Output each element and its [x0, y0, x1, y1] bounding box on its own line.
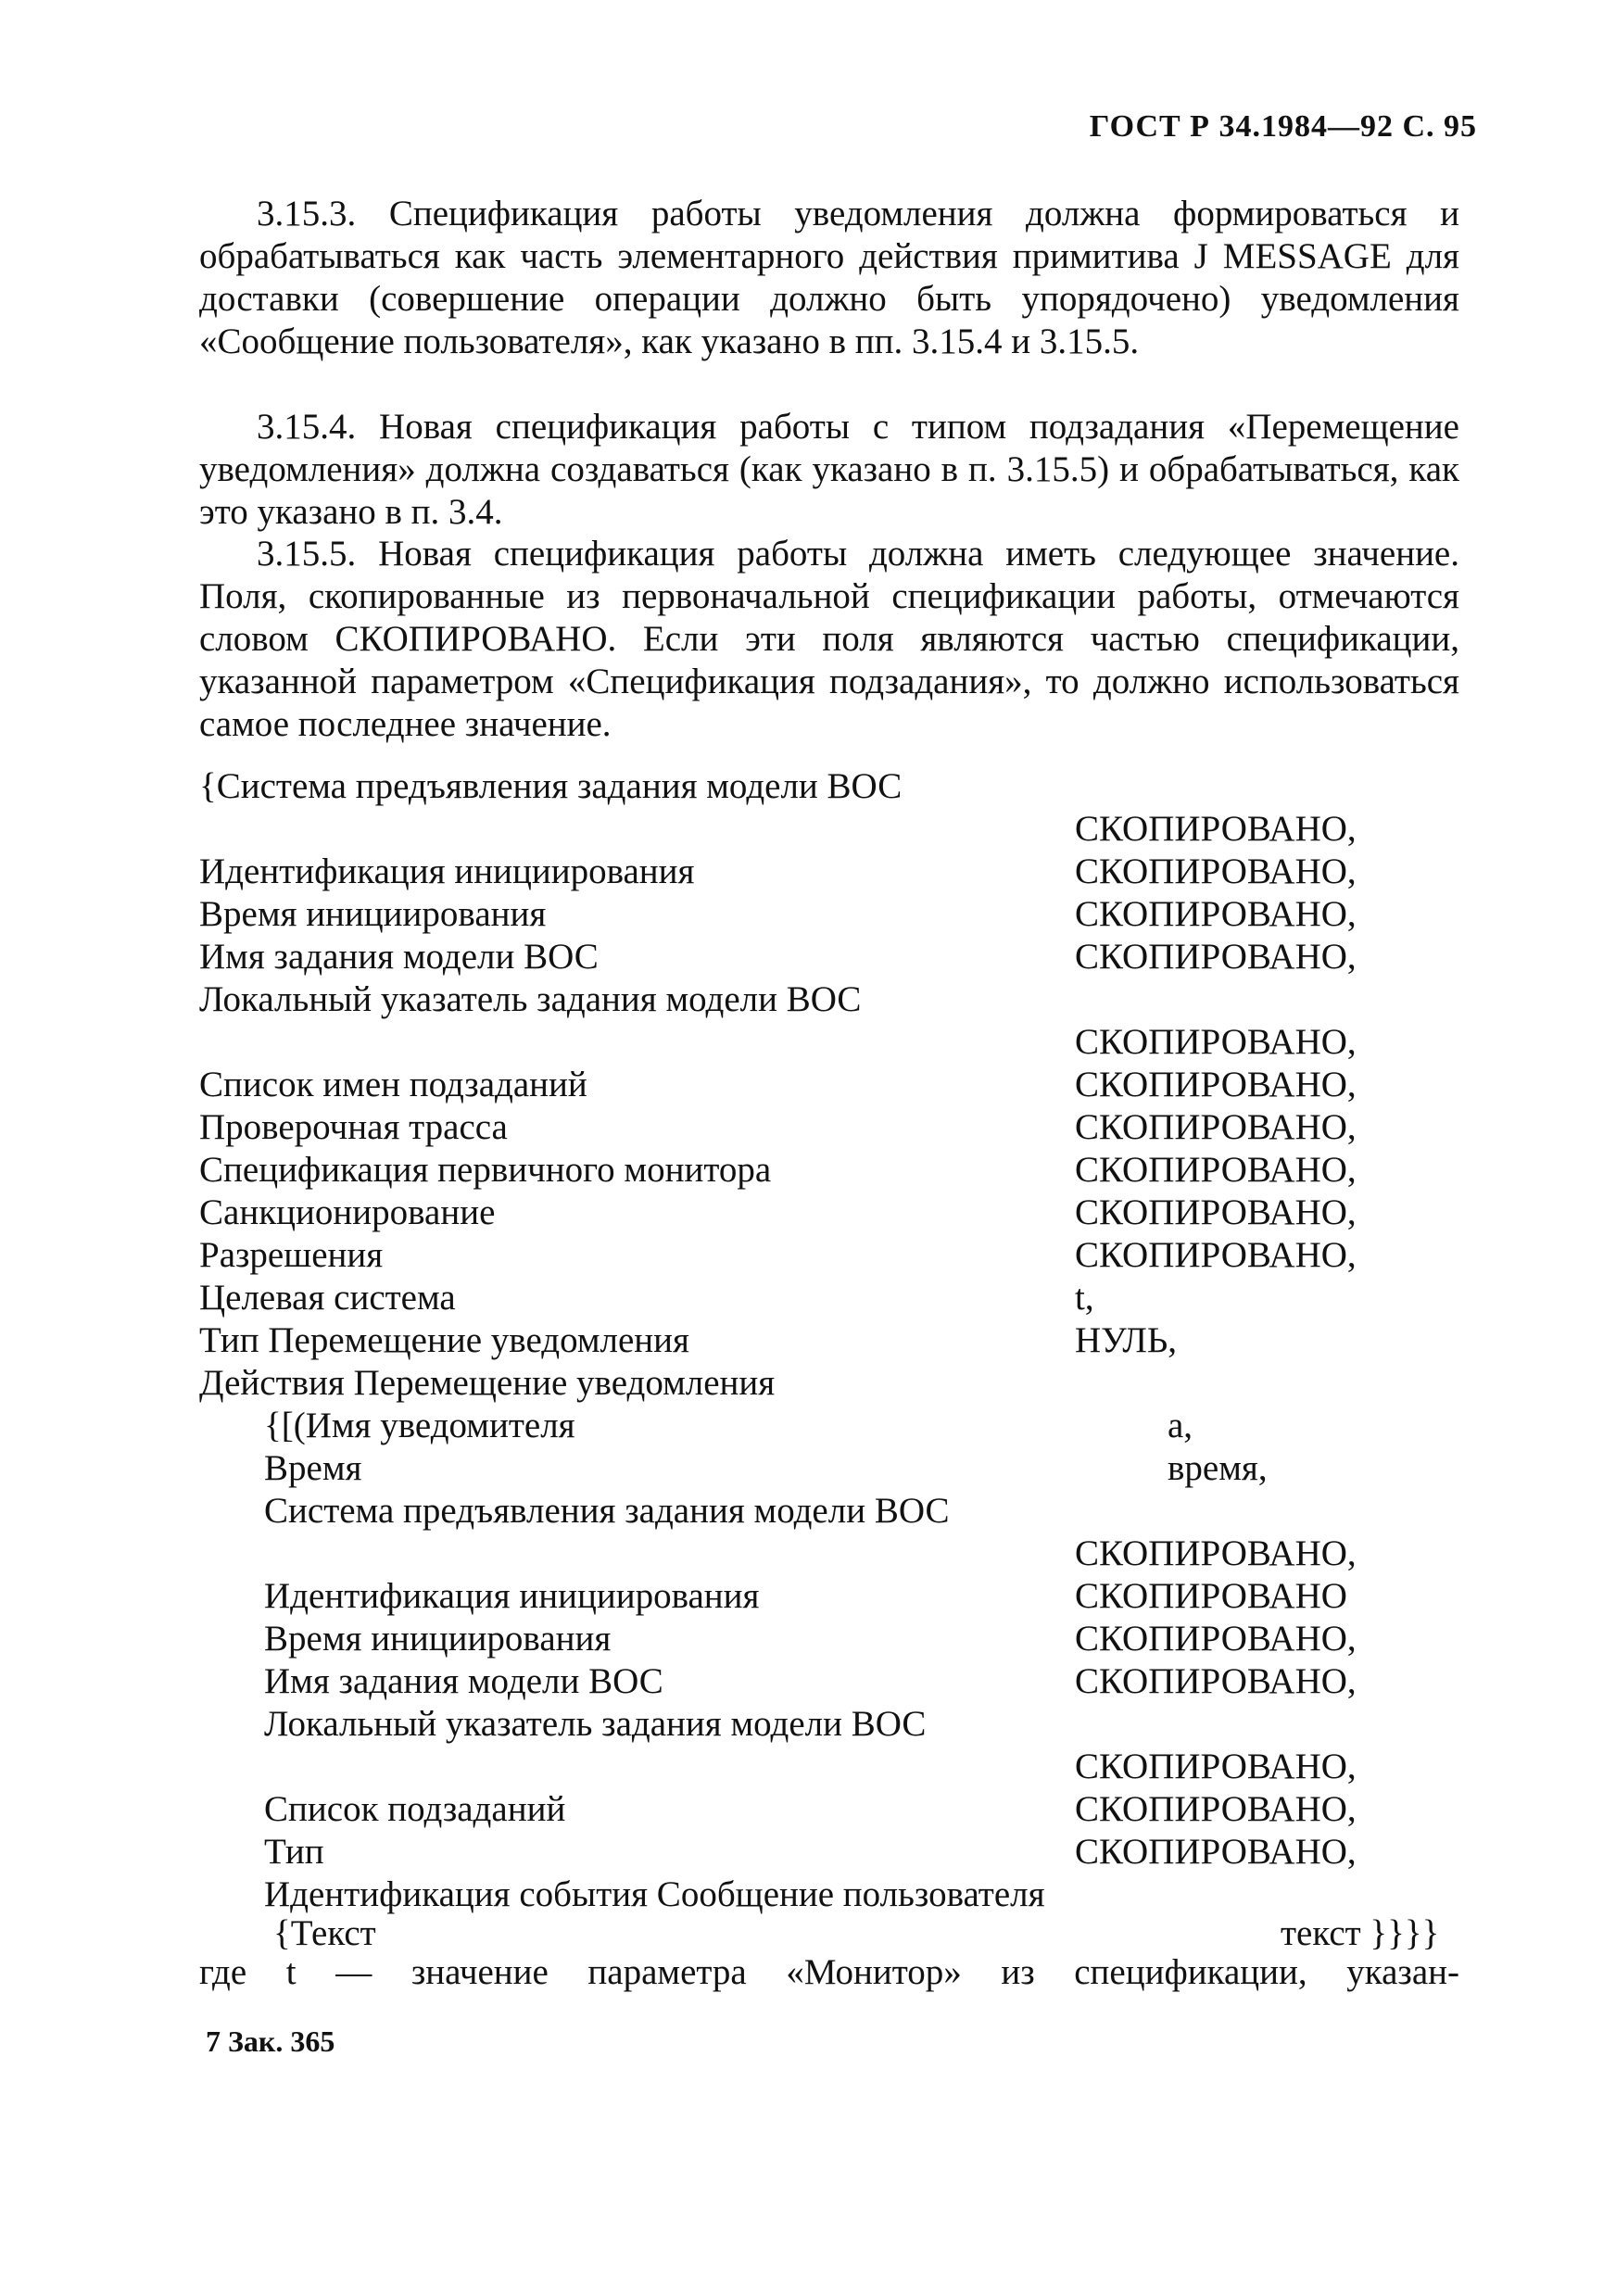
spec-value: t, — [1075, 1278, 1094, 1318]
spec-label: Проверочная трасса — [199, 1107, 508, 1147]
spec-value: СКОПИРОВАНО, — [1075, 1832, 1357, 1872]
spec-label: Имя задания модели ВОС — [199, 937, 599, 977]
paragraph-3-15-4: 3.15.4. Новая спецификация работы с типом подзадания «Перемещение уведомления» должна создаваться (как указано в п. 3.15.5) и обрабатываться, как это указано в п. 3.4. — [199, 407, 1459, 532]
spec-label: Время инициирования — [264, 1619, 612, 1659]
paragraph-3-15-5: 3.15.5. Новая спецификация работы должна иметь следующее значение. Поля, скопированные из первоначальной спецификации работы, отмечаются словом СКОПИРОВАНО. Если эти поля являются частью спецификации, указанной параметром «Спецификация подзадания», то должно использоваться самое последнее значение. — [199, 534, 1459, 744]
spec-value: СКОПИРОВАНО, — [1075, 1789, 1357, 1829]
spec-label: Список подзаданий — [264, 1789, 566, 1829]
spec-label: Список имен подзаданий — [199, 1065, 587, 1104]
spec-label: Имя задания модели ВОС — [264, 1661, 663, 1701]
spec-value: НУЛЬ, — [1075, 1320, 1177, 1360]
paragraph-3-15-3: 3.15.3. Спецификация работы уведомления должна формироваться и обрабатываться как часть элементарного действия примитива J MESSAGE для доставки (совершение операции должно быть упорядочено) уведомления «Сообщение пользователя», как указано в пп. 3.15.4 и 3.15.5. — [199, 194, 1459, 361]
spec-value: СКОПИРОВАНО, — [1075, 1192, 1357, 1232]
print-signature: 7 Зак. 365 — [206, 2025, 335, 2058]
spec-label: Время инициирования — [199, 894, 547, 934]
spec-label: Идентификация события Сообщение пользователя — [264, 1874, 1045, 1914]
spec-label: Действия Перемещение уведомления — [199, 1363, 776, 1403]
spec-value: СКОПИРОВАНО, — [1075, 1107, 1357, 1147]
spec-label: Тип — [264, 1832, 324, 1872]
spec-value: СКОПИРОВАНО, — [1075, 809, 1357, 849]
spec-value: СКОПИРОВАНО, — [1075, 1235, 1357, 1275]
spec-label: Тип Перемещение уведомления — [199, 1320, 689, 1360]
closing-line: где t — значение параметра «Монитор» из спецификации, указан- — [199, 1952, 1459, 1992]
spec-value: СКОПИРОВАНО, — [1075, 1747, 1357, 1786]
spec-label: {[(Имя уведомителя — [264, 1406, 575, 1445]
spec-label: Целевая система — [199, 1278, 456, 1318]
spec-label: Санкционирование — [199, 1192, 496, 1232]
spec-value: СКОПИРОВАНО, — [1075, 1065, 1357, 1104]
spec-value: СКОПИРОВАНО — [1075, 1576, 1347, 1616]
spec-value: время, — [1168, 1448, 1268, 1488]
spec-value: СКОПИРОВАНО, — [1075, 1150, 1357, 1190]
spec-label: Спецификация первичного монитора — [199, 1150, 772, 1190]
spec-label: {Текст — [273, 1913, 376, 1953]
spec-label: Идентификация инициирования — [264, 1576, 760, 1616]
spec-value: СКОПИРОВАНО, — [1075, 1022, 1357, 1062]
spec-value: СКОПИРОВАНО, — [1075, 1533, 1357, 1573]
spec-value: СКОПИРОВАНО, — [1075, 1619, 1357, 1659]
spec-label: Система предъявления задания модели ВОС — [264, 1491, 950, 1531]
spec-value: СКОПИРОВАНО, — [1075, 852, 1357, 891]
spec-value: СКОПИРОВАНО, — [1075, 894, 1357, 934]
spec-label: Идентификация инициирования — [199, 852, 695, 891]
spec-value: СКОПИРОВАНО, — [1075, 1661, 1357, 1701]
spec-label: Локальный указатель задания модели ВОС — [264, 1704, 927, 1744]
spec-value: СКОПИРОВАНО, — [1075, 937, 1357, 977]
spec-label: {Система предъявления задания модели ВОС — [199, 766, 903, 806]
page-header: ГОСТ Р 34.1984—92 С. 95 — [1089, 109, 1477, 144]
spec-value: текст }}}} — [1281, 1913, 1440, 1953]
spec-label: Локальный указатель задания модели ВОС — [199, 979, 862, 1019]
spec-label: Время — [264, 1448, 362, 1488]
spec-label: Разрешения — [199, 1235, 384, 1275]
spec-value: а, — [1168, 1406, 1193, 1445]
